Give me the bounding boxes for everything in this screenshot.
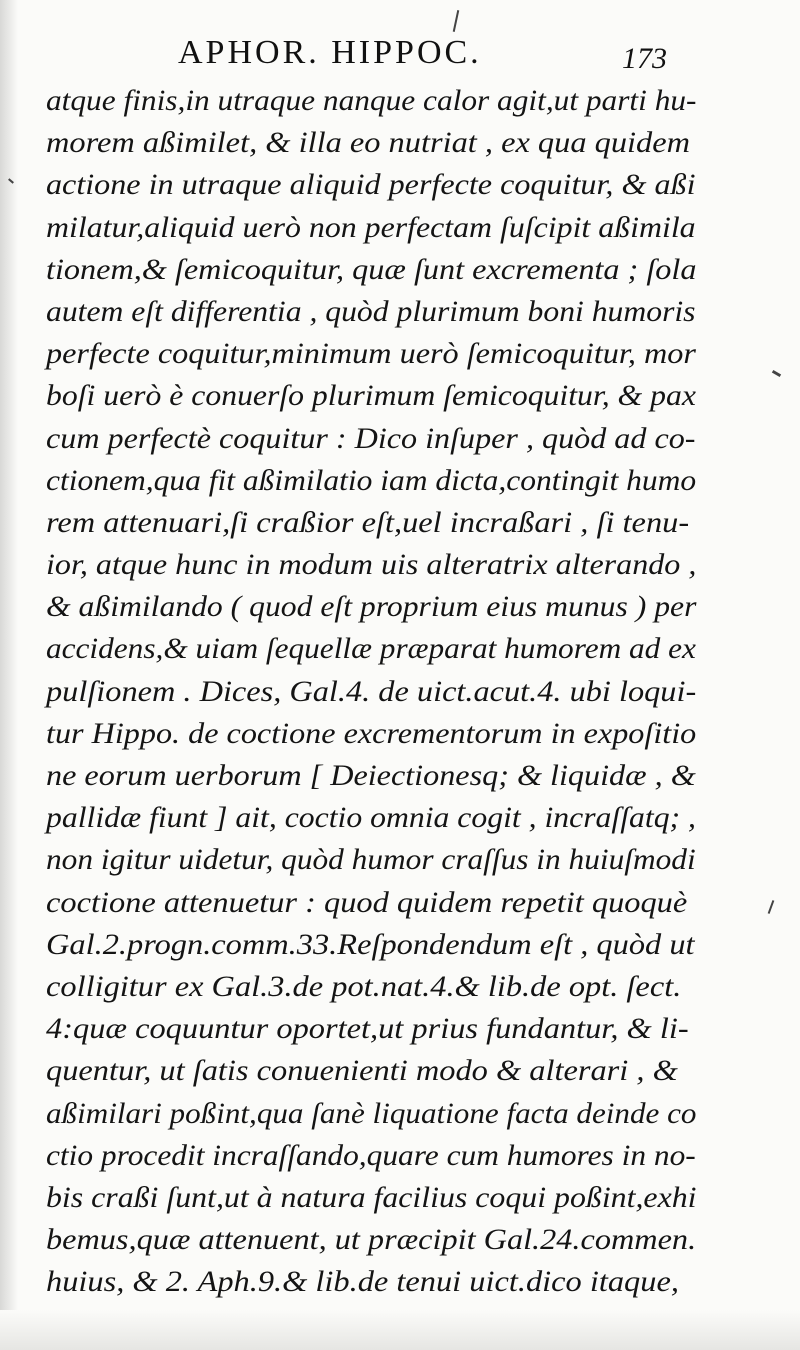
page-number: 173 <box>622 42 667 75</box>
text-line: tur Hippo. de coctione excrementorum in expoſitio <box>46 716 697 750</box>
body-text <box>46 80 696 1303</box>
page-header <box>0 34 800 84</box>
text-line: quentur, ut ſatis conuenienti modo & alterari , & <box>46 1054 678 1088</box>
text-line: bis craßi ſunt,ut à natura facilius coqui poßint,exhi <box>46 1180 697 1214</box>
text-line: boſi uerò è conuerſo plurimum ſemicoquitur, & pax <box>46 379 696 413</box>
text-line: colligitur ex Gal.3.de pot.nat.4.& lib.de opt. ſect. <box>46 969 682 1003</box>
page-gutter-shadow <box>0 0 18 1350</box>
text-line: rem attenuari,ſi craßior eſt,uel incraßari , ſi tenu- <box>46 505 690 539</box>
text-line: actione in utraque aliquid perfecte coquitur, & aßi <box>46 168 696 202</box>
text-line: Gal.2.progn.comm.33.Reſpondendum eſt , quòd ut <box>46 927 695 961</box>
text-line: cum perfectè coquitur : Dico inſuper , quòd ad co- <box>46 421 696 455</box>
text-line: coctione attenuetur : quod quidem repetit quoquè <box>46 885 688 919</box>
text-line: 4:quæ coquuntur oportet,ut prius fundantur, & li- <box>46 1012 689 1046</box>
text-line: non igitur uidetur, quòd humor craſſus in huiuſmodi <box>46 843 696 877</box>
text-line: ctionem,qua fit aßimilatio iam dicta,contingit humo <box>46 463 697 497</box>
text-line: ior, atque hunc in modum uis alteratrix alterando , <box>46 548 697 582</box>
page-bottom-shadow <box>0 1310 800 1350</box>
text-line: huius, & 2. Aph.9.& lib.de tenui uict.dico itaque, <box>46 1265 679 1299</box>
ink-speck <box>772 370 781 377</box>
text-line: aßimilari poßint,qua ſanè liquatione facta deinde co <box>46 1096 697 1130</box>
text-line: perfecte coquitur,minimum uerò ſemicoquitur, mor <box>46 337 696 371</box>
text-line: & aßimilando ( quod eſt proprium eius munus ) per <box>46 590 697 624</box>
ink-speck <box>453 10 460 32</box>
text-line: morem aßimilet, & illa eo nutriat , ex qua quidem <box>46 126 691 160</box>
text-line: pallidæ fiunt ] ait, coctio omnia cogit , incraſſatq; , <box>46 801 696 835</box>
text-line: milatur,aliquid uerò non perfectam ſuſcipit aßimila <box>46 210 696 244</box>
text-line: tionem,& ſemicoquitur, quæ ſunt excrementa ; ſola <box>46 252 697 286</box>
text-line: autem eſt differentia , quòd plurimum boni humoris <box>46 294 696 328</box>
running-head: APHOR. HIPPOC. <box>178 34 482 71</box>
ink-speck <box>768 900 775 914</box>
text-line: pulſionem . Dices, Gal.4. de uict.acut.4. ubi loqui- <box>46 674 697 708</box>
text-line: accidens,& uiam ſequellæ præparat humorem ad ex <box>46 632 696 666</box>
text-line: ne eorum uerborum [ Deiectionesq; & liquidæ , & <box>46 759 696 792</box>
text-line: atque finis,in utraque nanque calor agit,ut parti hu- <box>46 84 697 117</box>
text-line: bemus,quæ attenuent, ut præcipit Gal.24.commen. <box>46 1223 697 1257</box>
text-line: ctio procedit incraſſando,quare cum humores in no- <box>46 1138 696 1172</box>
